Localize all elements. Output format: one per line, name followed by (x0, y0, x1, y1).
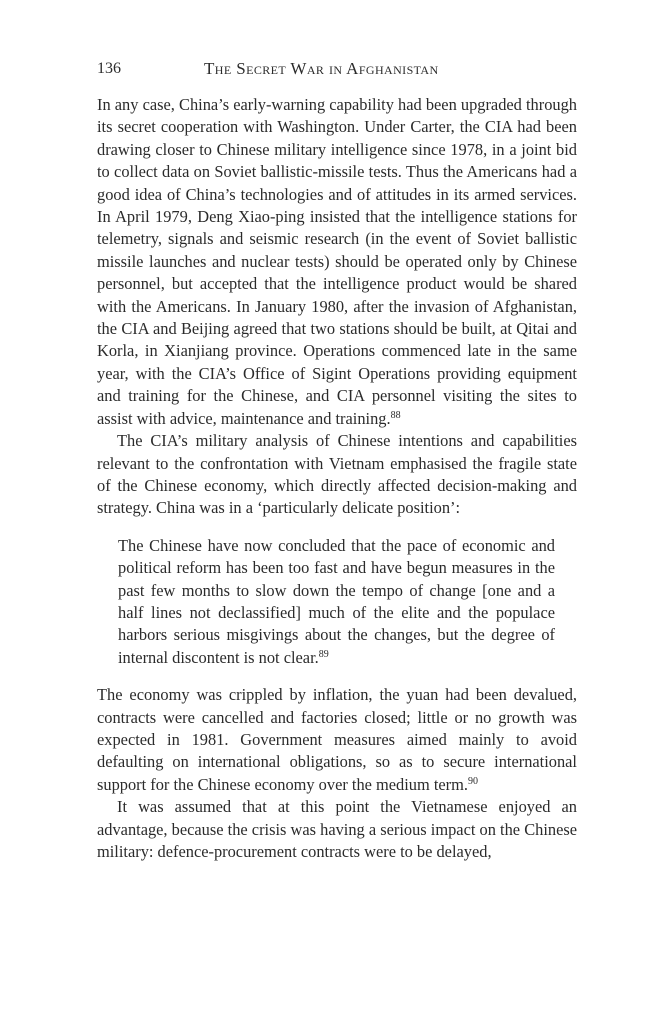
paragraph-1-text: In any case, China’s early-warning capability had been upgraded through its secret cooperation with Washington. Under Carter, the CIA had been drawing closer to Chinese military intelligence since 1978, in a joint bid to collect data on Soviet ballistic-missile tests. Thus the Americans had a good idea of China’s technologies and of attitudes in its armed services. In April 1979, Deng Xiao-ping insisted that the intelligence stations for telemetry, signals and seismic research (in the event of Soviet ballistic missile launches and nuclear tests) should be operated only by Chinese personnel, but accepted that the intelligence product would be shared with the Americans. In January 1980, after the invasion of Afghanistan, the CIA and Beijing agreed that two stations should be built, at Qitai and Korla, in Xianjiang province. Operations commenced late in the same year, with the CIA’s Office of Sigint Operations providing equipment and training for the Chinese, and CIA personnel visiting the sites to assist with advice, maintenance and training. (97, 95, 577, 428)
paragraph-3 (97, 684, 577, 796)
paragraph-2 (97, 430, 577, 520)
footnote-ref-90: 90 (467, 775, 478, 787)
block-quote-text: The Chinese have now concluded that the pace of economic and political reform has been too fast and have begun measures in the past few months to slow down the tempo of change [one and a half lines not declassified] much of the elite and the populace harbors serious misgivings about the changes, but the degree of internal discontent is not clear. (118, 535, 555, 667)
running-head (97, 57, 577, 81)
body-text (97, 94, 577, 863)
page-number: 136 (97, 60, 121, 77)
paragraph-4-text: It was assumed that at this point the Vietnamese enjoyed an advantage, because the crisis was having a serious impact on the Chinese military: defence-procurement contracts were to be delayed, (97, 797, 577, 861)
paragraph-1 (97, 94, 577, 430)
block-quote-paragraph (118, 535, 555, 669)
running-title: The Secret War in Afghanistan (204, 59, 439, 78)
block-quote (118, 535, 555, 669)
paragraph-3-text: The economy was crippled by inflation, the yuan had been devalued, contracts were cancelled and factories closed; little or no growth was expected in 1981. Government measures aimed mainly to avoid defaulting on international obligations, so as to secure international support for the Chinese economy over the medium term. (97, 685, 577, 794)
footnote-ref-88: 88 (390, 409, 401, 421)
paragraph-2-text: The CIA’s military analysis of Chinese intentions and capabilities relevant to the confrontation with Vietnam emphasised the fragile state of the Chinese economy, which directly affected decision-making and strategy. China was in a ‘particularly delicate position’: (97, 431, 577, 518)
footnote-ref-89: 89 (318, 648, 329, 660)
paragraph-4 (97, 796, 577, 863)
